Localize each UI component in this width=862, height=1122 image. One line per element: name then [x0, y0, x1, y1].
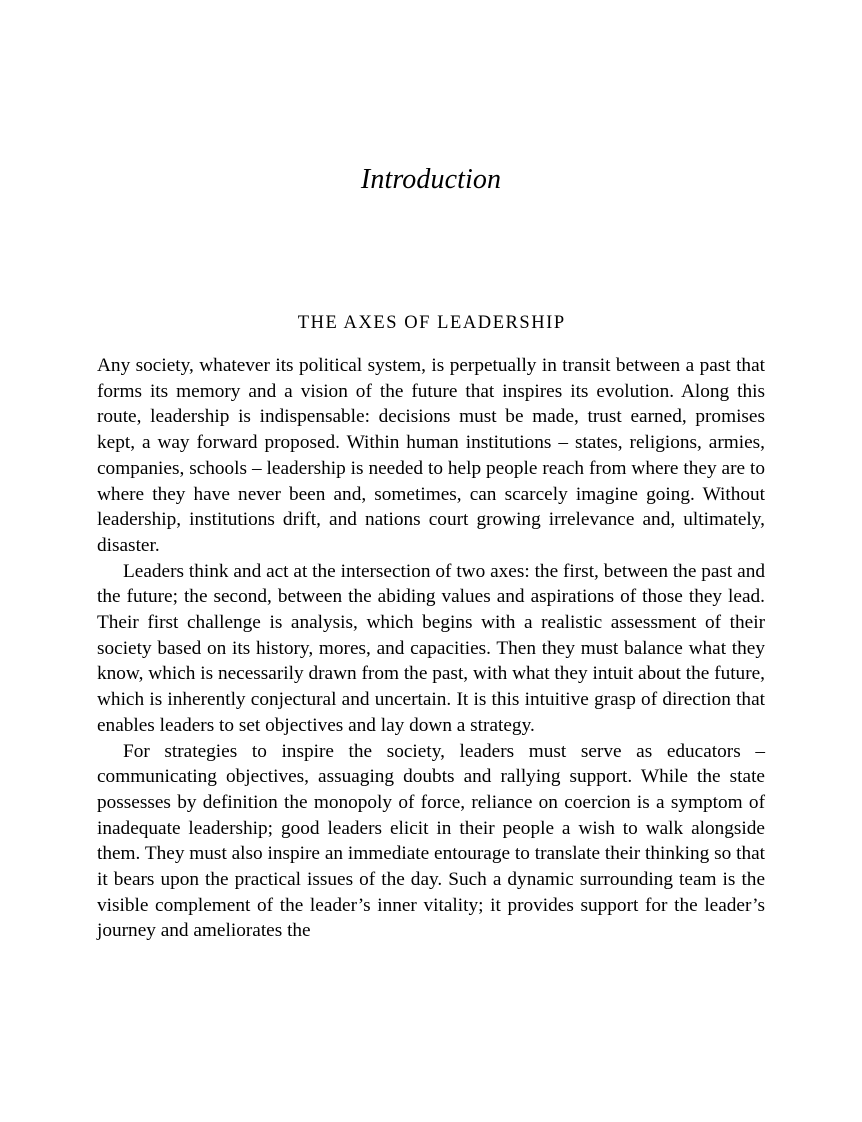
chapter-title: Introduction [360, 164, 502, 195]
section-heading: THE AXES OF LEADERSHIP [297, 313, 566, 333]
body-text-block [97, 353, 765, 944]
paragraph-2: Leaders think and act at the intersection of two axes: the first, between the past and the future; the second, between the abiding values and aspirations of those they lead. Their first challenge is analysis, which begins with a realistic assessment of their society based on its history, mores, and capacities. Then they must balance what they know, which is necessarily drawn from the past, with what they intuit about the future, which is inherently conjectural and uncertain. It is this intuitive grasp of direction that enables leaders to set objectives and lay down a strategy. [97, 560, 765, 736]
paragraph-1: Any society, whatever its political system, is perpetually in transit between a past that forms its memory and a vision of the future that inspires its evolution. Along this route, leadership is indispensable: decisions must be made, trust earned, promises kept, a way forward proposed. Within human institutions – states, religions, armies, companies, schools – leadership is needed to help people reach from where they are to where they have never been and, sometimes, can scarcely imagine going. Without leadership, institutions drift, and nations court growing irrelevance and, ultimately, disaster. [97, 355, 765, 556]
paragraph-3: For strategies to inspire the society, leaders must serve as educators – communicating objectives, assuaging doubts and rallying support. While the state possesses by definition the monopoly of force, reliance on coercion is a symptom of inadequate leadership; good leaders elicit in their people a wish to walk alongside them. They must also inspire an immediate entourage to translate their thinking so that it bears upon the practical issues of the day. Such a dynamic surrounding team is the visible complement of the leader’s inner vitality; it provides support for the leader’s journey and ameliorates the [97, 740, 765, 942]
